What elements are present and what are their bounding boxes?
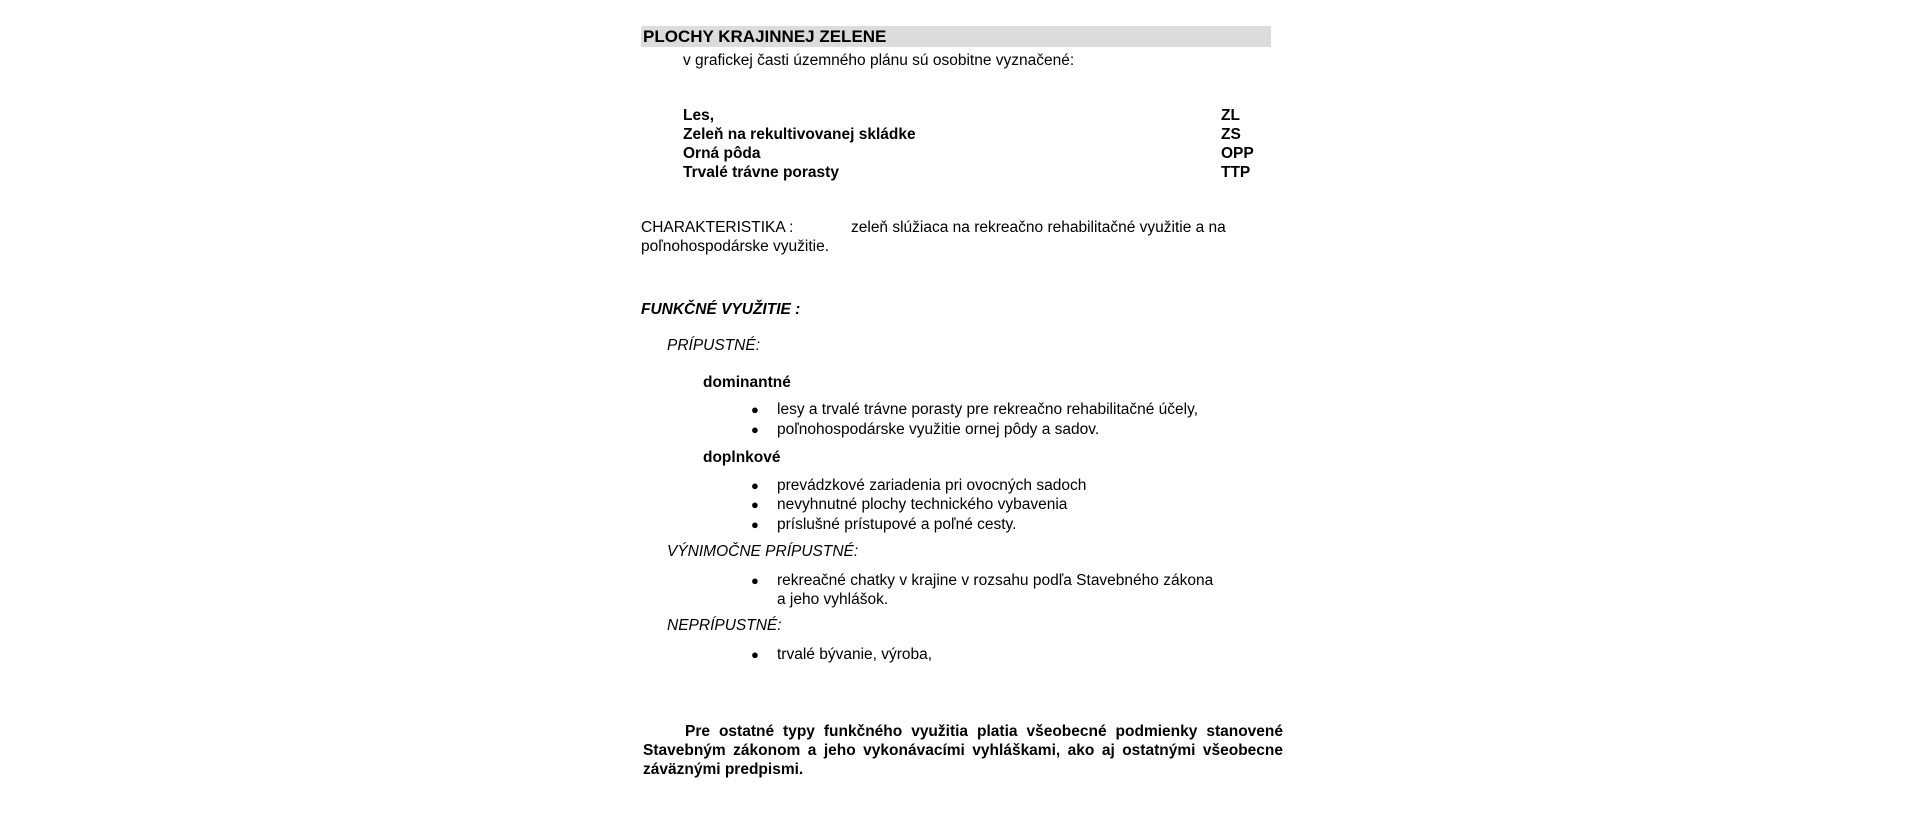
- dominant-label: dominantné: [703, 374, 791, 391]
- exceptional-label: VÝNIMOČNE PRÍPUSTNÉ:: [667, 543, 859, 560]
- bullet-icon: ●: [751, 422, 759, 437]
- category-code-ttp: TTP: [1221, 164, 1251, 181]
- characteristics-line-2: poľnohospodárske využitie.: [641, 238, 830, 255]
- supplementary-item-3: príslušné prístupové a poľné cesty.: [777, 516, 1017, 533]
- category-name-orna-poda: Orná pôda: [683, 145, 761, 162]
- permissible-label: PRÍPUSTNÉ:: [667, 337, 761, 354]
- section-title: PLOCHY KRAJINNEJ ZELENE: [643, 27, 887, 46]
- bullet-icon: ●: [751, 497, 759, 512]
- bullet-icon: ●: [751, 573, 759, 588]
- category-name-zelen: Zeleň na rekultivovanej skládke: [683, 126, 916, 143]
- dominant-item-2: poľnohospodárske využitie ornej pôdy a sadov.: [777, 421, 1100, 438]
- category-code-zl: ZL: [1221, 107, 1240, 124]
- bullet-icon: ●: [751, 402, 759, 417]
- not-permissible-label: NEPRÍPUSTNÉ:: [667, 617, 782, 634]
- intro-text: v grafickej časti územného plánu sú osobitne vyznačené:: [683, 52, 1075, 69]
- supplementary-item-1: prevádzkové zariadenia pri ovocných sadoch: [777, 477, 1087, 494]
- bullet-icon: ●: [751, 517, 759, 532]
- supplementary-item-2: nevyhnutné plochy technického vybavenia: [777, 496, 1068, 513]
- exceptional-item-line-2: a jeho vyhlášok.: [777, 591, 889, 608]
- closing-note: Pre ostatné typy funkčného využitia platia všeobecné podmienky stanovené Stavebným zákonom a jeho vykonávacími vyhláškami, ako aj ostatnými všeobecne záväznými predpismi.: [643, 723, 1283, 778]
- category-code-zs: ZS: [1221, 126, 1241, 143]
- bullet-icon: ●: [751, 478, 759, 493]
- category-name-ttp: Trvalé trávne porasty: [683, 164, 839, 181]
- functional-use-heading: FUNKČNÉ VYUŽITIE :: [641, 301, 801, 318]
- characteristics-line-1: zeleň slúžiaca na rekreačno rehabilitačné využitie a na: [851, 219, 1226, 236]
- not-permissible-item-1: trvalé bývanie, výroba,: [777, 646, 933, 663]
- exceptional-item-line-1: rekreačné chatky v krajine v rozsahu podľa Stavebného zákona: [777, 572, 1214, 589]
- supplementary-label: doplnkové: [703, 449, 781, 466]
- bullet-icon: ●: [751, 647, 759, 662]
- category-code-opp: OPP: [1221, 145, 1254, 162]
- characteristics-label: CHARAKTERISTIKA :: [641, 219, 794, 236]
- category-name-les: Les,: [683, 107, 715, 124]
- dominant-item-1: lesy a trvalé trávne porasty pre rekreačno rehabilitačné účely,: [777, 401, 1199, 418]
